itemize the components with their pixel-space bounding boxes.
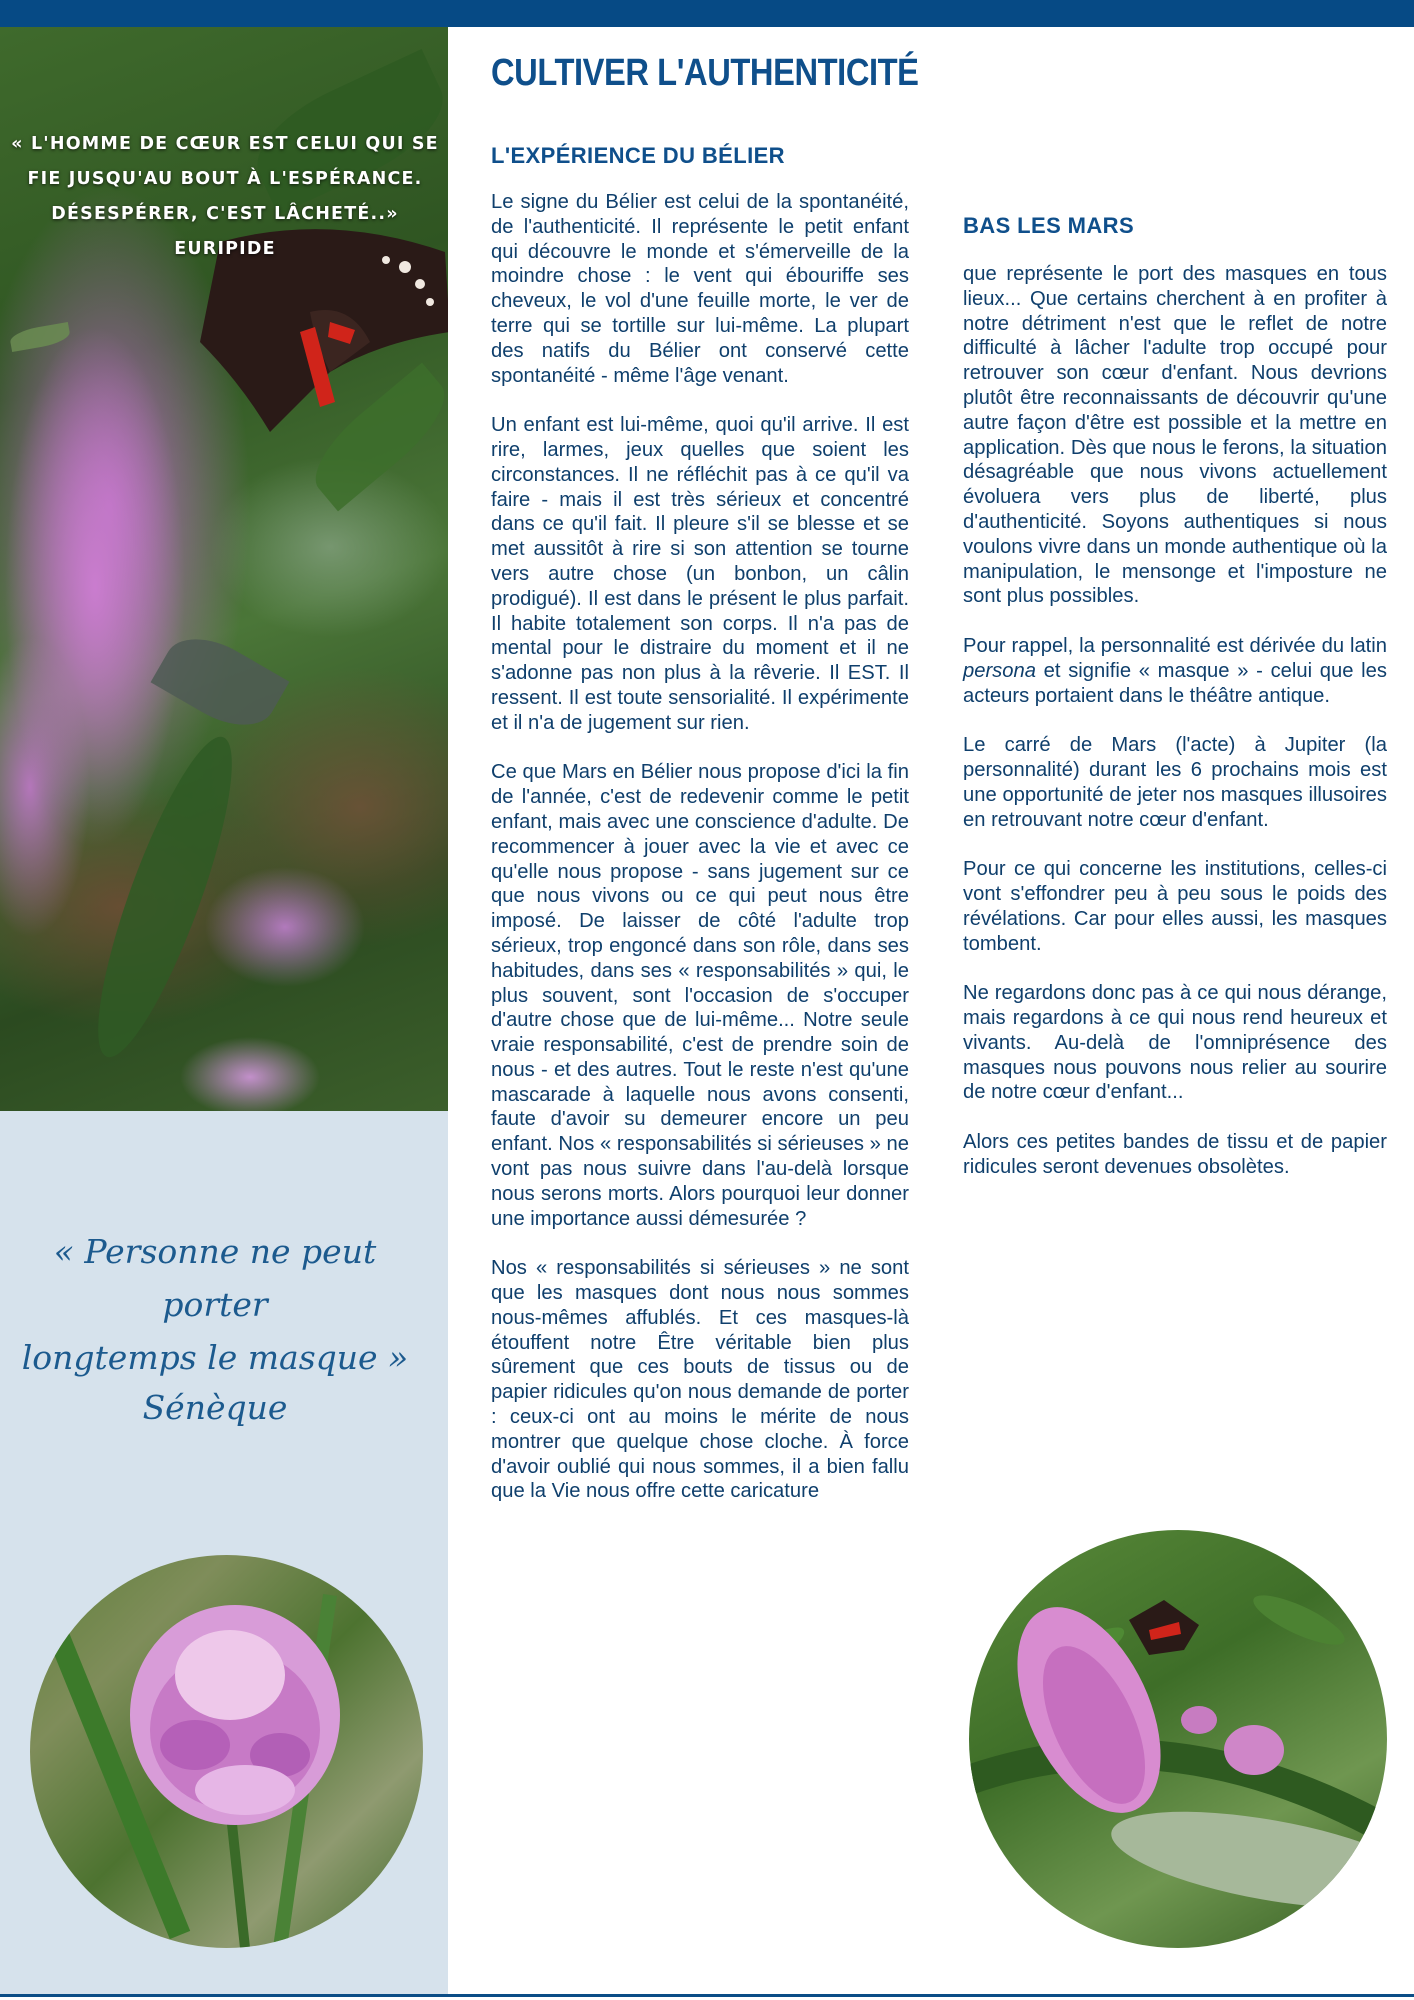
butterfly-buddleia-photo [969,1530,1387,1948]
paragraph: Le signe du Bélier est celui de la spontanéité, de l'authenticité. Il représente le petit enfant qui découvre le monde et s'émerveille de la moindre chose : le vent qui ébouriffe ses cheveux, le vol d'une feuille morte, le ver de terre qui se tortille sur lui-même. La plupart des natifs du Bélier ont conservé cette spontanéité - même l'âge venant. [491,191,909,387]
article-column-right [963,262,1387,1179]
paragraph: Ne regardons donc pas à ce qui nous dérange, mais regardons à ce qui nous rend heureux et vivants. Au-delà de l'omniprésence des masques nous pouvons nous relier au sourire de notre cœur d'enfant... [963,982,1387,1104]
euripide-quote [10,127,440,267]
quote-line: « L'HOMME DE CŒUR EST CELUI QUI SE [11,134,439,154]
section-heading: L'EXPÉRIENCE DU BÉLIER [491,143,785,168]
quote-line: longtemps le masque » [21,1338,409,1377]
paragraph: Un enfant est lui-même, quoi qu'il arrive. Il est rire, larmes, jeux quelles que soient les circonstances. Il ne réfléchit pas à ce qu'il va faire - mais il est très sérieux et concentré dans ce qu'il fait. Il pleure s'il se blesse et se met aussitôt à rire si son attention se tourne vers autre chose (un bonbon, un câlin prodigué). Il est dans le présent le plus parfait. Il habite totalement son corps. Il n'a pas de mental pour le distraire du moment et il ne s'adonne pas non plus à la rêverie. Il EST. Il ressent. Il est toute sensorialité. Il expérimente et il n'a de jugement sur rien. [491,414,909,734]
section-heading: BAS LES MARS [963,213,1135,238]
text-segment: Pour rappel, la personnalité est dérivée du latin [963,634,1387,657]
text-segment: et signifie « masque » - celui que les acteurs portaient dans le théâtre antique. [963,659,1387,707]
page-title: CULTIVER L'AUTHENTICITÉ [491,52,919,94]
paragraph: Nos « responsabilités si sérieuses » ne sont que les masques dont nous nous sommes nous-mêmes affublés. Et ces masques-là étouffent notre Être véritable bien plus sûrement que ces bouts de tissus ou de papier ridicules qu'on nous demande de porter : ceux-ci ont au moins le mérite de nous montrer que quelque chose cloche. À force d'avoir oublié qui nous sommes, il a bien fallu que la Vie nous offre cette caricature [491,1257,909,1503]
quote-author: EURIPIDE [174,239,276,259]
seneque-quote [20,1225,410,1384]
quote-line: « Personne ne peut porter [53,1232,377,1324]
top-banner [0,0,1414,27]
quote-author: Sénèque [142,1388,288,1427]
paragraph: Alors ces petites bandes de tissu et de papier ridicules seront devenues obsolètes. [963,1130,1387,1178]
paragraph: Le carré de Mars (l'acte) à Jupiter (la personnalité) durant les 6 prochains mois est une opportunité de jeter nos masques illusoires en retrouvant notre cœur d'enfant. [963,734,1387,831]
quote-line: FIE JUSQU'AU BOUT À L'ESPÉRANCE. [27,169,423,189]
paragraph: que représente le port des masques en tous lieux... Que certains cherchent à en profiter à notre détriment n'est que le reflet de notre difficulté à lâcher l'adulte trop occupé pour retrouver son cœur d'enfant. Nous devrions plutôt être reconnaissants de découvrir qu'une autre façon d'être est possible et la mettre en application. Dès que nous le ferons, la situation désagréable que nous vivons actuellement évoluera vers plus de liberté, plus d'authenticité. Soyons authentiques si nous voulons vivre dans un monde authentique où la manipulation, le mensonge et l'imposture ne sont plus possibles. [963,263,1387,608]
paragraph: Pour ce qui concerne les institutions, celles-ci vont s'effondrer peu à peu sous le poids des révélations. Car pour elles aussi, les masques tombent. [963,858,1387,955]
butterfly-flower-photo [0,27,448,1111]
clover-photo [30,1555,423,1948]
paragraph: Ce que Mars en Bélier nous propose d'ici la fin de l'année, c'est de redevenir comme le petit enfant, mais avec une conscience d'adulte. De recommencer à jouer avec la vie et avec ce qu'elle nous propose - sans jugement sur ce que nous vivons ou ce qui peut nous être imposé. De laisser de côté l'adulte trop sérieux, trop engoncé dans son rôle, dans ses habitudes, dans ses « responsabilités » qui, le plus souvent, sont l'occasion de s'occuper d'autre chose que de lui-même... Notre seule vraie responsabilité, c'est de prendre soin de nous - et des autres. Tout le reste n'est qu'une mascarade à laquelle nous avons consenti, faute d'avoir su demeurer encore un peu enfant. Nos « responsabilités si sérieuses » ne vont pas nous suivre dans l'au-delà lorsque nous serons morts. Alors pourquoi leur donner une importance aussi démesurée ? [491,761,909,1230]
paragraph [963,634,1387,708]
article-column-middle [491,190,909,1504]
clover-flower-icon [30,1555,423,1948]
quote-line: DÉSESPÉRER, C'EST LÂCHETÉ..» [51,204,399,224]
bottom-rule [0,1994,1414,1997]
butterfly-icon [969,1530,1387,1948]
latin-term: persona [963,659,1036,682]
